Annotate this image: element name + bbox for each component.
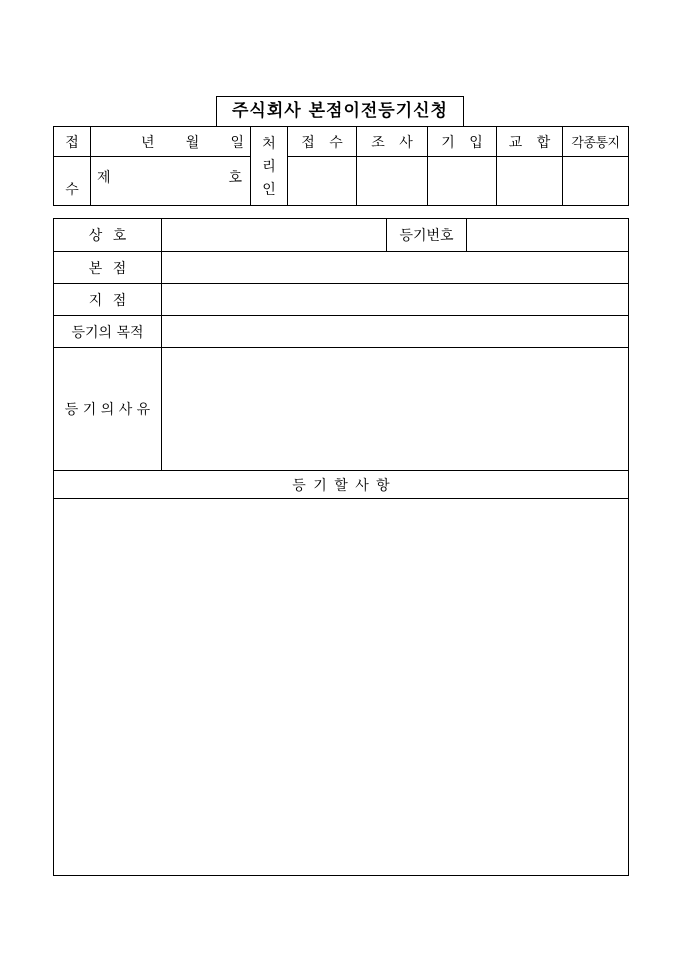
process-col-notice: 각종통지 bbox=[563, 127, 629, 157]
handler-label-2: 리 bbox=[262, 158, 276, 175]
reason-label: 등 기 의 사 유 bbox=[54, 348, 162, 471]
trade-name-label: 상 호 bbox=[54, 219, 162, 252]
registration-number-label: 등기번호 bbox=[387, 219, 467, 252]
receipt-label-top: 접 bbox=[54, 127, 91, 157]
stamp-check[interactable] bbox=[497, 157, 563, 206]
receipt-date-cell[interactable] bbox=[91, 127, 251, 157]
branch-field[interactable] bbox=[162, 284, 629, 316]
stamp-review[interactable] bbox=[357, 157, 428, 206]
day-label: 일 bbox=[230, 134, 244, 151]
process-col-check: 교 합 bbox=[497, 127, 563, 157]
matters-header: 등 기 할 사 항 bbox=[54, 471, 629, 499]
process-col-review: 조 사 bbox=[357, 127, 428, 157]
trade-name-field[interactable] bbox=[162, 219, 387, 252]
number-prefix: 제 bbox=[97, 170, 111, 186]
head-office-label: 본 점 bbox=[54, 252, 162, 284]
receipt-number-cell[interactable] bbox=[91, 157, 251, 206]
stamp-notice[interactable] bbox=[563, 157, 629, 206]
stamp-receipt[interactable] bbox=[288, 157, 357, 206]
application-form bbox=[53, 218, 629, 876]
handler-label-1: 처 bbox=[262, 135, 276, 152]
receipt-label-bottom: 수 bbox=[54, 157, 91, 206]
matters-field[interactable] bbox=[54, 499, 629, 876]
month-label: 월 bbox=[185, 134, 200, 151]
year-label: 년 bbox=[141, 134, 155, 151]
purpose-label: 등기의 목적 bbox=[54, 316, 162, 348]
head-office-field[interactable] bbox=[162, 252, 629, 284]
registration-number-field[interactable] bbox=[467, 219, 629, 252]
handler-label-cell bbox=[251, 127, 288, 206]
stamp-entry[interactable] bbox=[428, 157, 497, 206]
branch-label: 지 점 bbox=[54, 284, 162, 316]
process-col-entry: 기 입 bbox=[428, 127, 497, 157]
process-col-receipt: 접 수 bbox=[288, 127, 357, 157]
purpose-field[interactable] bbox=[162, 316, 629, 348]
handler-label-3: 인 bbox=[262, 181, 276, 198]
reason-field[interactable] bbox=[162, 348, 629, 471]
receipt-table bbox=[53, 126, 629, 206]
page-title: 주식회사 본점이전등기신청 bbox=[216, 96, 464, 126]
number-suffix: 호 bbox=[228, 170, 242, 186]
